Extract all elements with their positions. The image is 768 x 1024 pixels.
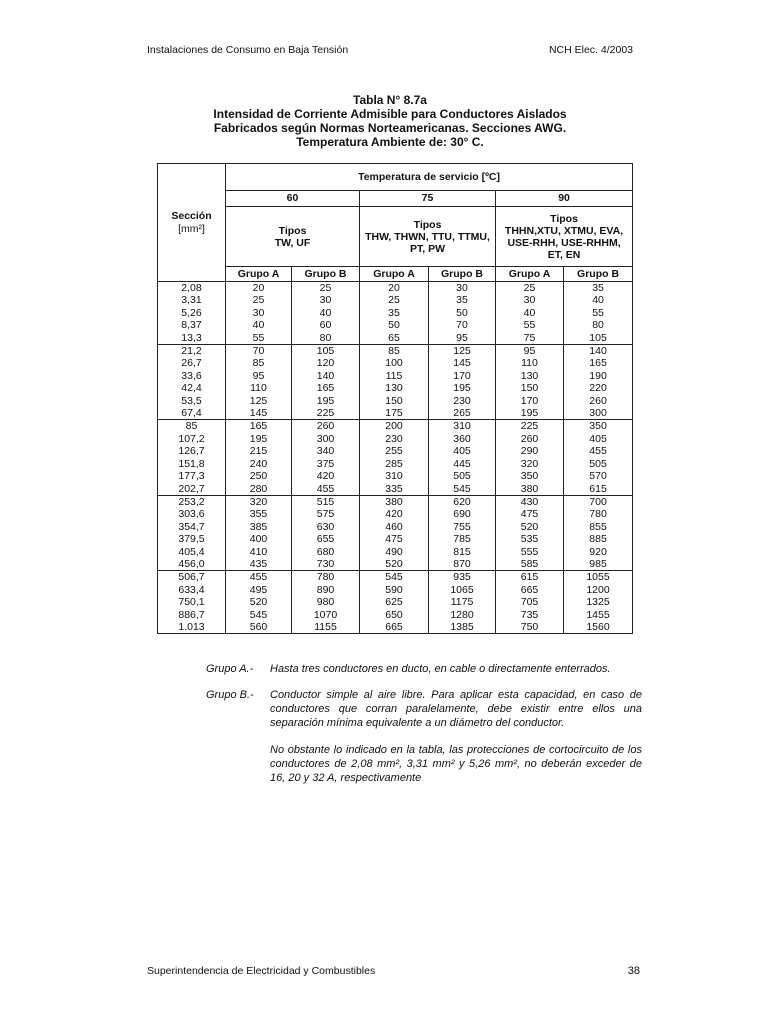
- ampacity-table-body: [158, 282, 633, 634]
- ampacity-cell: 130: [360, 382, 429, 394]
- notes-group-a: [206, 662, 642, 678]
- ampacity-cell: 665: [496, 584, 564, 596]
- ampacity-cell: 25: [360, 294, 429, 306]
- ampacity-cell: 225: [496, 420, 564, 433]
- ampacity-cell: 85: [360, 345, 429, 358]
- section-cell: 886,7: [158, 609, 226, 621]
- ampacity-cell: 920: [564, 546, 633, 558]
- ampacity-cell: 320: [496, 458, 564, 470]
- ampacity-cell: 665: [360, 621, 429, 634]
- note-a-label: Grupo A.-: [206, 663, 254, 675]
- ampacity-cell: 280: [226, 483, 292, 496]
- ampacity-cell: 110: [496, 357, 564, 369]
- ampacity-cell: 145: [429, 357, 496, 369]
- ampacity-cell: 1385: [429, 621, 496, 634]
- note-b-label: Grupo B.-: [206, 689, 254, 701]
- section-cell: 5,26: [158, 307, 226, 319]
- ampacity-cell: 420: [360, 508, 429, 520]
- ampacity-cell: 475: [496, 508, 564, 520]
- ampacity-cell: 250: [226, 470, 292, 482]
- ampacity-cell: 490: [360, 546, 429, 558]
- ampacity-cell: 935: [429, 571, 496, 584]
- running-footer-left: Superintendencia de Electricidad y Combustibles: [147, 965, 376, 977]
- table-row: [158, 294, 633, 306]
- ampacity-cell: 755: [429, 521, 496, 533]
- group-a-header: Grupo A: [226, 267, 292, 282]
- types-60: Tipos TW, UF: [226, 207, 360, 267]
- section-cell: 1.013: [158, 621, 226, 634]
- table-row: [158, 571, 633, 584]
- ampacity-cell: 520: [360, 558, 429, 571]
- section-cell: 107,2: [158, 433, 226, 445]
- ampacity-cell: 700: [564, 495, 633, 508]
- ampacity-cell: 195: [496, 407, 564, 420]
- ampacity-cell: 230: [429, 395, 496, 407]
- ampacity-cell: 125: [429, 345, 496, 358]
- section-cell: 126,7: [158, 445, 226, 457]
- table-row: [158, 508, 633, 520]
- ampacity-cell: 140: [564, 345, 633, 358]
- ampacity-cell: 1055: [564, 571, 633, 584]
- section-cell: 506,7: [158, 571, 226, 584]
- ampacity-cell: 310: [429, 420, 496, 433]
- ampacity-cell: 350: [564, 420, 633, 433]
- ampacity-cell: 100: [360, 357, 429, 369]
- ampacity-cell: 50: [429, 307, 496, 319]
- ampacity-cell: 545: [429, 483, 496, 496]
- ampacity-cell: 95: [429, 332, 496, 345]
- table-row: [158, 470, 633, 482]
- table-row: [158, 332, 633, 345]
- ampacity-cell: 110: [226, 382, 292, 394]
- section-cell: 379,5: [158, 533, 226, 545]
- table-row: [158, 307, 633, 319]
- ampacity-cell: 40: [292, 307, 360, 319]
- ampacity-cell: 20: [360, 282, 429, 295]
- ampacity-cell: 515: [292, 495, 360, 508]
- ampacity-cell: 170: [429, 370, 496, 382]
- ampacity-cell: 130: [496, 370, 564, 382]
- ampacity-cell: 150: [360, 395, 429, 407]
- ampacity-cell: 125: [226, 395, 292, 407]
- ampacity-cell: 445: [429, 458, 496, 470]
- section-label: Sección: [171, 210, 212, 223]
- ampacity-cell: 355: [226, 508, 292, 520]
- ampacity-cell: 75: [496, 332, 564, 345]
- types-75: Tipos THW, THWN, TTU, TTMU, PT, PW: [360, 207, 496, 267]
- ampacity-cell: 385: [226, 521, 292, 533]
- section-cell: 354,7: [158, 521, 226, 533]
- table-title: [148, 93, 632, 149]
- ampacity-cell: 1155: [292, 621, 360, 634]
- ampacity-cell: 405: [564, 433, 633, 445]
- ampacity-cell: 220: [564, 382, 633, 394]
- ampacity-cell: 55: [226, 332, 292, 345]
- ampacity-cell: 630: [292, 521, 360, 533]
- ampacity-cell: 1325: [564, 596, 633, 608]
- ampacity-cell: 555: [496, 546, 564, 558]
- note-b-text: Conductor simple al aire libre. Para aplicar esta capacidad, en caso de conductores que corran paralelamente, debe existir entre ellos una separación mínima equivalente a un diámetro del conductor.: [270, 689, 642, 729]
- section-cell: 42,4: [158, 382, 226, 394]
- section-cell: 633,4: [158, 584, 226, 596]
- ampacity-cell: 460: [360, 521, 429, 533]
- ampacity-cell: 520: [496, 521, 564, 533]
- ampacity-cell: 25: [292, 282, 360, 295]
- ampacity-cell: 435: [226, 558, 292, 571]
- ampacity-cell: 165: [564, 357, 633, 369]
- title-line-4: Temperatura Ambiente de: 30° C.: [296, 135, 484, 149]
- ampacity-cell: 585: [496, 558, 564, 571]
- ampacity-cell: 560: [226, 621, 292, 634]
- ampacity-cell: 260: [496, 433, 564, 445]
- group-a-header: Grupo A: [496, 267, 564, 282]
- ampacity-cell: 570: [564, 470, 633, 482]
- section-cell: 53,5: [158, 395, 226, 407]
- ampacity-cell: 80: [292, 332, 360, 345]
- ampacity-cell: 545: [360, 571, 429, 584]
- ampacity-cell: 815: [429, 546, 496, 558]
- temp-90: 90: [496, 191, 633, 207]
- table-row: [158, 445, 633, 457]
- ampacity-cell: 55: [564, 307, 633, 319]
- group-a-header: Grupo A: [360, 267, 429, 282]
- ampacity-cell: 240: [226, 458, 292, 470]
- ampacity-cell: 375: [292, 458, 360, 470]
- ampacity-cell: 350: [496, 470, 564, 482]
- ampacity-cell: 400: [226, 533, 292, 545]
- ampacity-cell: 30: [292, 294, 360, 306]
- table-row: [158, 319, 633, 331]
- ampacity-cell: 25: [226, 294, 292, 306]
- ampacity-cell: 300: [292, 433, 360, 445]
- ampacity-cell: 150: [496, 382, 564, 394]
- ampacity-cell: 870: [429, 558, 496, 571]
- group-b-header: Grupo B: [564, 267, 633, 282]
- ampacity-cell: 780: [292, 571, 360, 584]
- ampacity-cell: 310: [360, 470, 429, 482]
- section-unit: [mm²]: [178, 222, 205, 235]
- ampacity-cell: 655: [292, 533, 360, 545]
- section-cell: 202,7: [158, 483, 226, 496]
- ampacity-cell: 730: [292, 558, 360, 571]
- group-b-header: Grupo B: [292, 267, 360, 282]
- section-cell: 253,2: [158, 495, 226, 508]
- ampacity-cell: 195: [226, 433, 292, 445]
- ampacity-cell: 60: [292, 319, 360, 331]
- section-cell: 456,0: [158, 558, 226, 571]
- table-row: [158, 382, 633, 394]
- section-cell: 177,3: [158, 470, 226, 482]
- ampacity-cell: 780: [564, 508, 633, 520]
- ampacity-cell: 165: [226, 420, 292, 433]
- table-row: [158, 546, 633, 558]
- ampacity-cell: 65: [360, 332, 429, 345]
- ampacity-cell: 30: [429, 282, 496, 295]
- ampacity-cell: 505: [429, 470, 496, 482]
- ampacity-cell: 290: [496, 445, 564, 457]
- ampacity-cell: 40: [226, 319, 292, 331]
- table-row: [158, 407, 633, 420]
- section-cell: 2,08: [158, 282, 226, 295]
- ampacity-cell: 985: [564, 558, 633, 571]
- temp-75: 75: [360, 191, 496, 207]
- ampacity-table: [157, 163, 633, 634]
- ampacity-cell: 380: [496, 483, 564, 496]
- ampacity-cell: 255: [360, 445, 429, 457]
- table-row: [158, 521, 633, 533]
- ampacity-cell: 360: [429, 433, 496, 445]
- ampacity-cell: 35: [564, 282, 633, 295]
- ampacity-cell: 260: [564, 395, 633, 407]
- temp-60: 60: [226, 191, 360, 207]
- ampacity-cell: 25: [496, 282, 564, 295]
- ampacity-cell: 885: [564, 533, 633, 545]
- table-row: [158, 495, 633, 508]
- ampacity-cell: 615: [564, 483, 633, 496]
- ampacity-cell: 80: [564, 319, 633, 331]
- ampacity-cell: 95: [226, 370, 292, 382]
- ampacity-cell: 1455: [564, 609, 633, 621]
- ampacity-cell: 145: [226, 407, 292, 420]
- ampacity-cell: 750: [496, 621, 564, 634]
- ampacity-cell: 170: [496, 395, 564, 407]
- table-row: [158, 609, 633, 621]
- ampacity-cell: 1175: [429, 596, 496, 608]
- ampacity-cell: 265: [429, 407, 496, 420]
- ampacity-cell: 890: [292, 584, 360, 596]
- ampacity-cell: 420: [292, 470, 360, 482]
- note-a-text: Hasta tres conductores en ducto, en cable o directamente enterrados.: [270, 663, 611, 675]
- ampacity-cell: 285: [360, 458, 429, 470]
- ampacity-cell: 20: [226, 282, 292, 295]
- ampacity-cell: 300: [564, 407, 633, 420]
- types-90: Tipos THHN,XTU, XTMU, EVA, USE-RHH, USE-RHHM, ET, EN: [496, 207, 633, 267]
- ampacity-cell: 590: [360, 584, 429, 596]
- ampacity-cell: 200: [360, 420, 429, 433]
- running-header-right: NCH Elec. 4/2003: [548, 44, 633, 56]
- table-row: [158, 596, 633, 608]
- ampacity-cell: 225: [292, 407, 360, 420]
- ampacity-cell: 535: [496, 533, 564, 545]
- table-row: [158, 533, 633, 545]
- section-cell: 33,6: [158, 370, 226, 382]
- section-header: [158, 164, 226, 282]
- table-row: [158, 621, 633, 634]
- table-row: [158, 370, 633, 382]
- section-cell: 8,37: [158, 319, 226, 331]
- title-line-2: Intensidad de Corriente Admisible para Conductores Aislados: [213, 107, 567, 121]
- title-line-3: Fabricados según Normas Norteamericanas. Secciones AWG.: [213, 121, 567, 135]
- ampacity-cell: 190: [564, 370, 633, 382]
- ampacity-cell: 165: [292, 382, 360, 394]
- ampacity-cell: 40: [496, 307, 564, 319]
- table-row: [158, 433, 633, 445]
- section-cell: 303,6: [158, 508, 226, 520]
- page-number: 38: [627, 965, 640, 977]
- ampacity-cell: 1560: [564, 621, 633, 634]
- ampacity-cell: 55: [496, 319, 564, 331]
- ampacity-cell: 70: [226, 345, 292, 358]
- ampacity-cell: 475: [360, 533, 429, 545]
- ampacity-cell: 230: [360, 433, 429, 445]
- table-row: [158, 420, 633, 433]
- ampacity-cell: 120: [292, 357, 360, 369]
- ampacity-cell: 785: [429, 533, 496, 545]
- ampacity-cell: 195: [429, 382, 496, 394]
- ampacity-cell: 650: [360, 609, 429, 621]
- table-row: [158, 458, 633, 470]
- ampacity-cell: 1200: [564, 584, 633, 596]
- temperature-header: Temperatura de servicio [ºC]: [226, 164, 633, 191]
- table-row: [158, 345, 633, 358]
- table-row: [158, 483, 633, 496]
- table-row: [158, 357, 633, 369]
- ampacity-cell: 340: [292, 445, 360, 457]
- ampacity-cell: 380: [360, 495, 429, 508]
- ampacity-cell: 505: [564, 458, 633, 470]
- title-line-1: Tabla N° 8.7a: [353, 93, 427, 107]
- note-protection-text: No obstante lo indicado en la tabla, las protecciones de cortocircuito de los conductores de 2,08 mm², 3,31 mm² y 5,26 mm², no deberán exceder de 16, 20 y 32 A, respectivamente: [270, 744, 642, 784]
- ampacity-cell: 175: [360, 407, 429, 420]
- notes-protection: [206, 743, 642, 791]
- ampacity-cell: 615: [496, 571, 564, 584]
- ampacity-cell: 195: [292, 395, 360, 407]
- ampacity-cell: 455: [226, 571, 292, 584]
- ampacity-cell: 620: [429, 495, 496, 508]
- section-cell: 26,7: [158, 357, 226, 369]
- ampacity-cell: 1070: [292, 609, 360, 621]
- ampacity-cell: 855: [564, 521, 633, 533]
- ampacity-cell: 705: [496, 596, 564, 608]
- section-cell: 750,1: [158, 596, 226, 608]
- notes-group-b: [206, 688, 642, 736]
- ampacity-cell: 980: [292, 596, 360, 608]
- ampacity-cell: 85: [226, 357, 292, 369]
- ampacity-cell: 520: [226, 596, 292, 608]
- ampacity-cell: 405: [429, 445, 496, 457]
- ampacity-cell: 680: [292, 546, 360, 558]
- ampacity-cell: 95: [496, 345, 564, 358]
- ampacity-cell: 35: [429, 294, 496, 306]
- ampacity-cell: 260: [292, 420, 360, 433]
- ampacity-cell: 455: [292, 483, 360, 496]
- ampacity-cell: 545: [226, 609, 292, 621]
- ampacity-cell: 320: [226, 495, 292, 508]
- section-cell: 3,31: [158, 294, 226, 306]
- ampacity-cell: 35: [360, 307, 429, 319]
- ampacity-cell: 495: [226, 584, 292, 596]
- ampacity-cell: 1280: [429, 609, 496, 621]
- group-b-header: Grupo B: [429, 267, 496, 282]
- section-cell: 21,2: [158, 345, 226, 358]
- section-cell: 13,3: [158, 332, 226, 345]
- section-cell: 405,4: [158, 546, 226, 558]
- ampacity-cell: 105: [292, 345, 360, 358]
- table-row: [158, 282, 633, 295]
- ampacity-cell: 625: [360, 596, 429, 608]
- running-header-left: Instalaciones de Consumo en Baja Tensión: [147, 44, 349, 56]
- table-row: [158, 395, 633, 407]
- ampacity-cell: 215: [226, 445, 292, 457]
- ampacity-cell: 140: [292, 370, 360, 382]
- ampacity-cell: 335: [360, 483, 429, 496]
- table-row: [158, 584, 633, 596]
- ampacity-cell: 70: [429, 319, 496, 331]
- ampacity-cell: 115: [360, 370, 429, 382]
- ampacity-cell: 105: [564, 332, 633, 345]
- ampacity-cell: 735: [496, 609, 564, 621]
- ampacity-cell: 690: [429, 508, 496, 520]
- section-cell: 151,8: [158, 458, 226, 470]
- table-row: [158, 558, 633, 571]
- ampacity-cell: 455: [564, 445, 633, 457]
- ampacity-cell: 30: [496, 294, 564, 306]
- section-cell: 67,4: [158, 407, 226, 420]
- ampacity-cell: 1065: [429, 584, 496, 596]
- ampacity-cell: 410: [226, 546, 292, 558]
- ampacity-cell: 575: [292, 508, 360, 520]
- ampacity-cell: 30: [226, 307, 292, 319]
- ampacity-cell: 40: [564, 294, 633, 306]
- ampacity-cell: 430: [496, 495, 564, 508]
- section-cell: 85: [158, 420, 226, 433]
- ampacity-cell: 50: [360, 319, 429, 331]
